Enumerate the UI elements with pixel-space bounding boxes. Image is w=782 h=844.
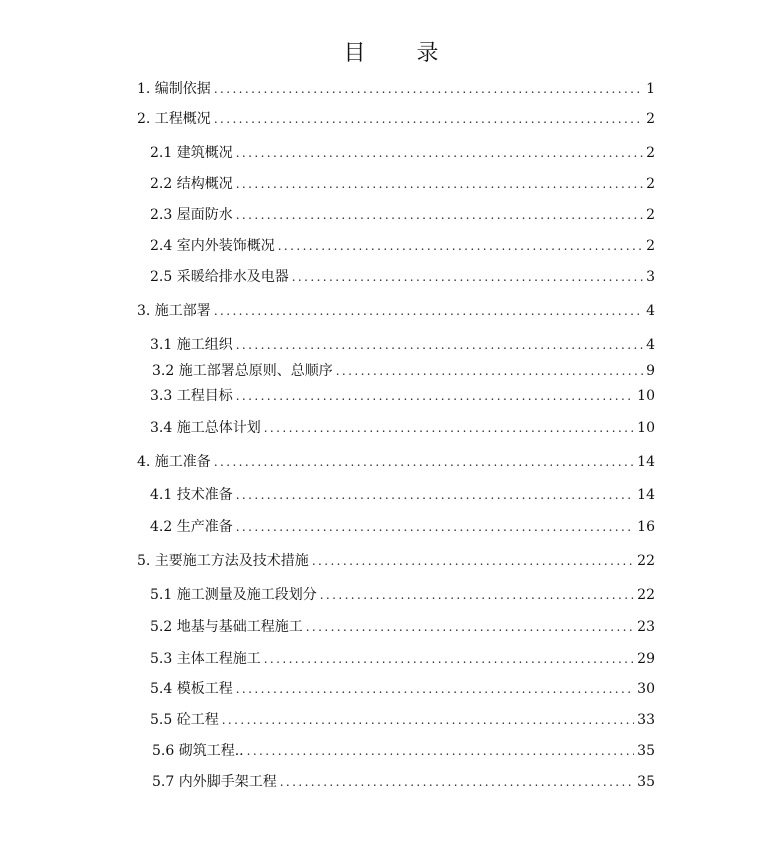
page-title: 目 录 bbox=[343, 41, 461, 66]
toc-entry-page: 3 bbox=[646, 269, 655, 285]
dot-leader bbox=[222, 710, 634, 730]
toc-entry-label: 4.2 生产准备 bbox=[150, 519, 233, 535]
toc-entry-page: 9 bbox=[646, 363, 655, 379]
dot-leader bbox=[236, 174, 643, 194]
toc-entry[interactable] bbox=[152, 772, 655, 792]
toc-entry-label: 5.3 主体工程施工 bbox=[150, 651, 261, 667]
toc-entry-page: 33 bbox=[637, 712, 655, 728]
toc-entry[interactable] bbox=[150, 617, 655, 637]
toc-entry[interactable] bbox=[137, 109, 655, 129]
toc-entry-label: 2. 工程概况 bbox=[137, 111, 211, 127]
toc-entry-label: 3.3 工程目标 bbox=[150, 388, 233, 404]
toc-entry-label: 3.4 施工总体计划 bbox=[150, 420, 261, 436]
toc-entry-page: 29 bbox=[637, 651, 655, 667]
toc-entry-page: 2 bbox=[646, 207, 655, 223]
toc-entry[interactable] bbox=[152, 361, 655, 381]
toc-entry[interactable] bbox=[150, 679, 655, 699]
toc-entry-label: 2.5 采暖给排水及电器 bbox=[150, 269, 289, 285]
toc-entry[interactable] bbox=[150, 517, 655, 537]
dot-leader bbox=[320, 585, 634, 605]
dot-leader bbox=[214, 452, 634, 472]
toc-entry-page: 14 bbox=[637, 454, 655, 470]
dot-leader bbox=[214, 109, 643, 129]
toc-entry[interactable] bbox=[150, 143, 655, 163]
toc-entry[interactable] bbox=[150, 649, 655, 669]
toc-entry-label: 3.2 施工部署总原则、总顺序 bbox=[152, 363, 333, 379]
toc-entry[interactable] bbox=[150, 205, 655, 225]
dot-leader bbox=[278, 236, 643, 256]
toc-entry[interactable] bbox=[150, 386, 655, 406]
toc-entry-label: 2.4 室内外装饰概况 bbox=[150, 238, 275, 254]
toc-entry-page: 4 bbox=[646, 337, 655, 353]
toc-entry[interactable] bbox=[152, 741, 655, 761]
toc-entry[interactable] bbox=[150, 174, 655, 194]
toc-entry-page: 22 bbox=[637, 587, 655, 603]
toc-entry-page: 14 bbox=[637, 487, 655, 503]
dot-leader bbox=[264, 418, 634, 438]
toc-entry-label: 2.3 屋面防水 bbox=[150, 207, 233, 223]
toc-entry-label: 5.6 砌筑工程.. bbox=[152, 743, 244, 759]
toc-entry[interactable] bbox=[150, 485, 655, 505]
toc-entry[interactable] bbox=[137, 551, 655, 571]
toc-entry-label: 5.4 模板工程 bbox=[150, 681, 233, 697]
dot-leader bbox=[280, 772, 634, 792]
toc-entry-label: 4.1 技术准备 bbox=[150, 487, 233, 503]
toc-entry-page: 30 bbox=[637, 681, 655, 697]
dot-leader bbox=[236, 485, 634, 505]
toc-entry-label: 3. 施工部署 bbox=[137, 303, 211, 319]
dot-leader bbox=[236, 335, 643, 355]
dot-leader bbox=[264, 649, 634, 669]
dot-leader bbox=[236, 143, 643, 163]
toc-entry-page: 23 bbox=[637, 619, 655, 635]
toc-entry-label: 5.1 施工测量及施工段划分 bbox=[150, 587, 317, 603]
toc-entry-label: 5. 主要施工方法及技术措施 bbox=[137, 553, 309, 569]
toc-entry-page: 22 bbox=[637, 553, 655, 569]
toc-entry-label: 3.1 施工组织 bbox=[150, 337, 233, 353]
toc-entry-page: 1 bbox=[646, 81, 655, 97]
toc-entry-page: 35 bbox=[637, 743, 655, 759]
dot-leader bbox=[336, 361, 643, 381]
toc-entry-label: 5.2 地基与基础工程施工 bbox=[150, 619, 303, 635]
toc-entry[interactable] bbox=[150, 267, 655, 287]
dot-leader bbox=[312, 551, 634, 571]
toc-entry-label: 5.5 砼工程 bbox=[150, 712, 219, 728]
toc-entry-page: 35 bbox=[637, 774, 655, 790]
toc-entry[interactable] bbox=[137, 452, 655, 472]
toc-entry-label: 1. 编制依据 bbox=[137, 81, 211, 97]
toc-entry-page: 2 bbox=[646, 176, 655, 192]
toc-entry[interactable] bbox=[137, 301, 655, 321]
toc-entry-page: 2 bbox=[646, 145, 655, 161]
toc-entry-label: 4. 施工准备 bbox=[137, 454, 211, 470]
toc-entry-label: 5.7 内外脚手架工程 bbox=[152, 774, 277, 790]
toc-entry-page: 10 bbox=[637, 388, 655, 404]
toc-entry-label: 2.1 建筑概况 bbox=[150, 145, 233, 161]
toc-entry-page: 16 bbox=[637, 519, 655, 535]
toc-entry[interactable] bbox=[150, 418, 655, 438]
toc-entry-page: 2 bbox=[646, 111, 655, 127]
dot-leader bbox=[306, 617, 634, 637]
toc-entry[interactable] bbox=[150, 710, 655, 730]
dot-leader bbox=[247, 741, 635, 761]
dot-leader bbox=[292, 267, 643, 287]
toc-entry[interactable] bbox=[150, 585, 655, 605]
toc-entry-page: 10 bbox=[637, 420, 655, 436]
dot-leader bbox=[236, 205, 643, 225]
dot-leader bbox=[236, 679, 634, 699]
toc-entry[interactable] bbox=[150, 335, 655, 355]
toc-entry-label: 2.2 结构概况 bbox=[150, 176, 233, 192]
dot-leader bbox=[236, 517, 634, 537]
toc-entry[interactable] bbox=[137, 79, 655, 99]
dot-leader bbox=[214, 79, 643, 99]
toc-entry-page: 2 bbox=[646, 238, 655, 254]
dot-leader bbox=[236, 386, 634, 406]
dot-leader bbox=[214, 301, 643, 321]
toc-entry-page: 4 bbox=[646, 303, 655, 319]
toc-entry[interactable] bbox=[150, 236, 655, 256]
